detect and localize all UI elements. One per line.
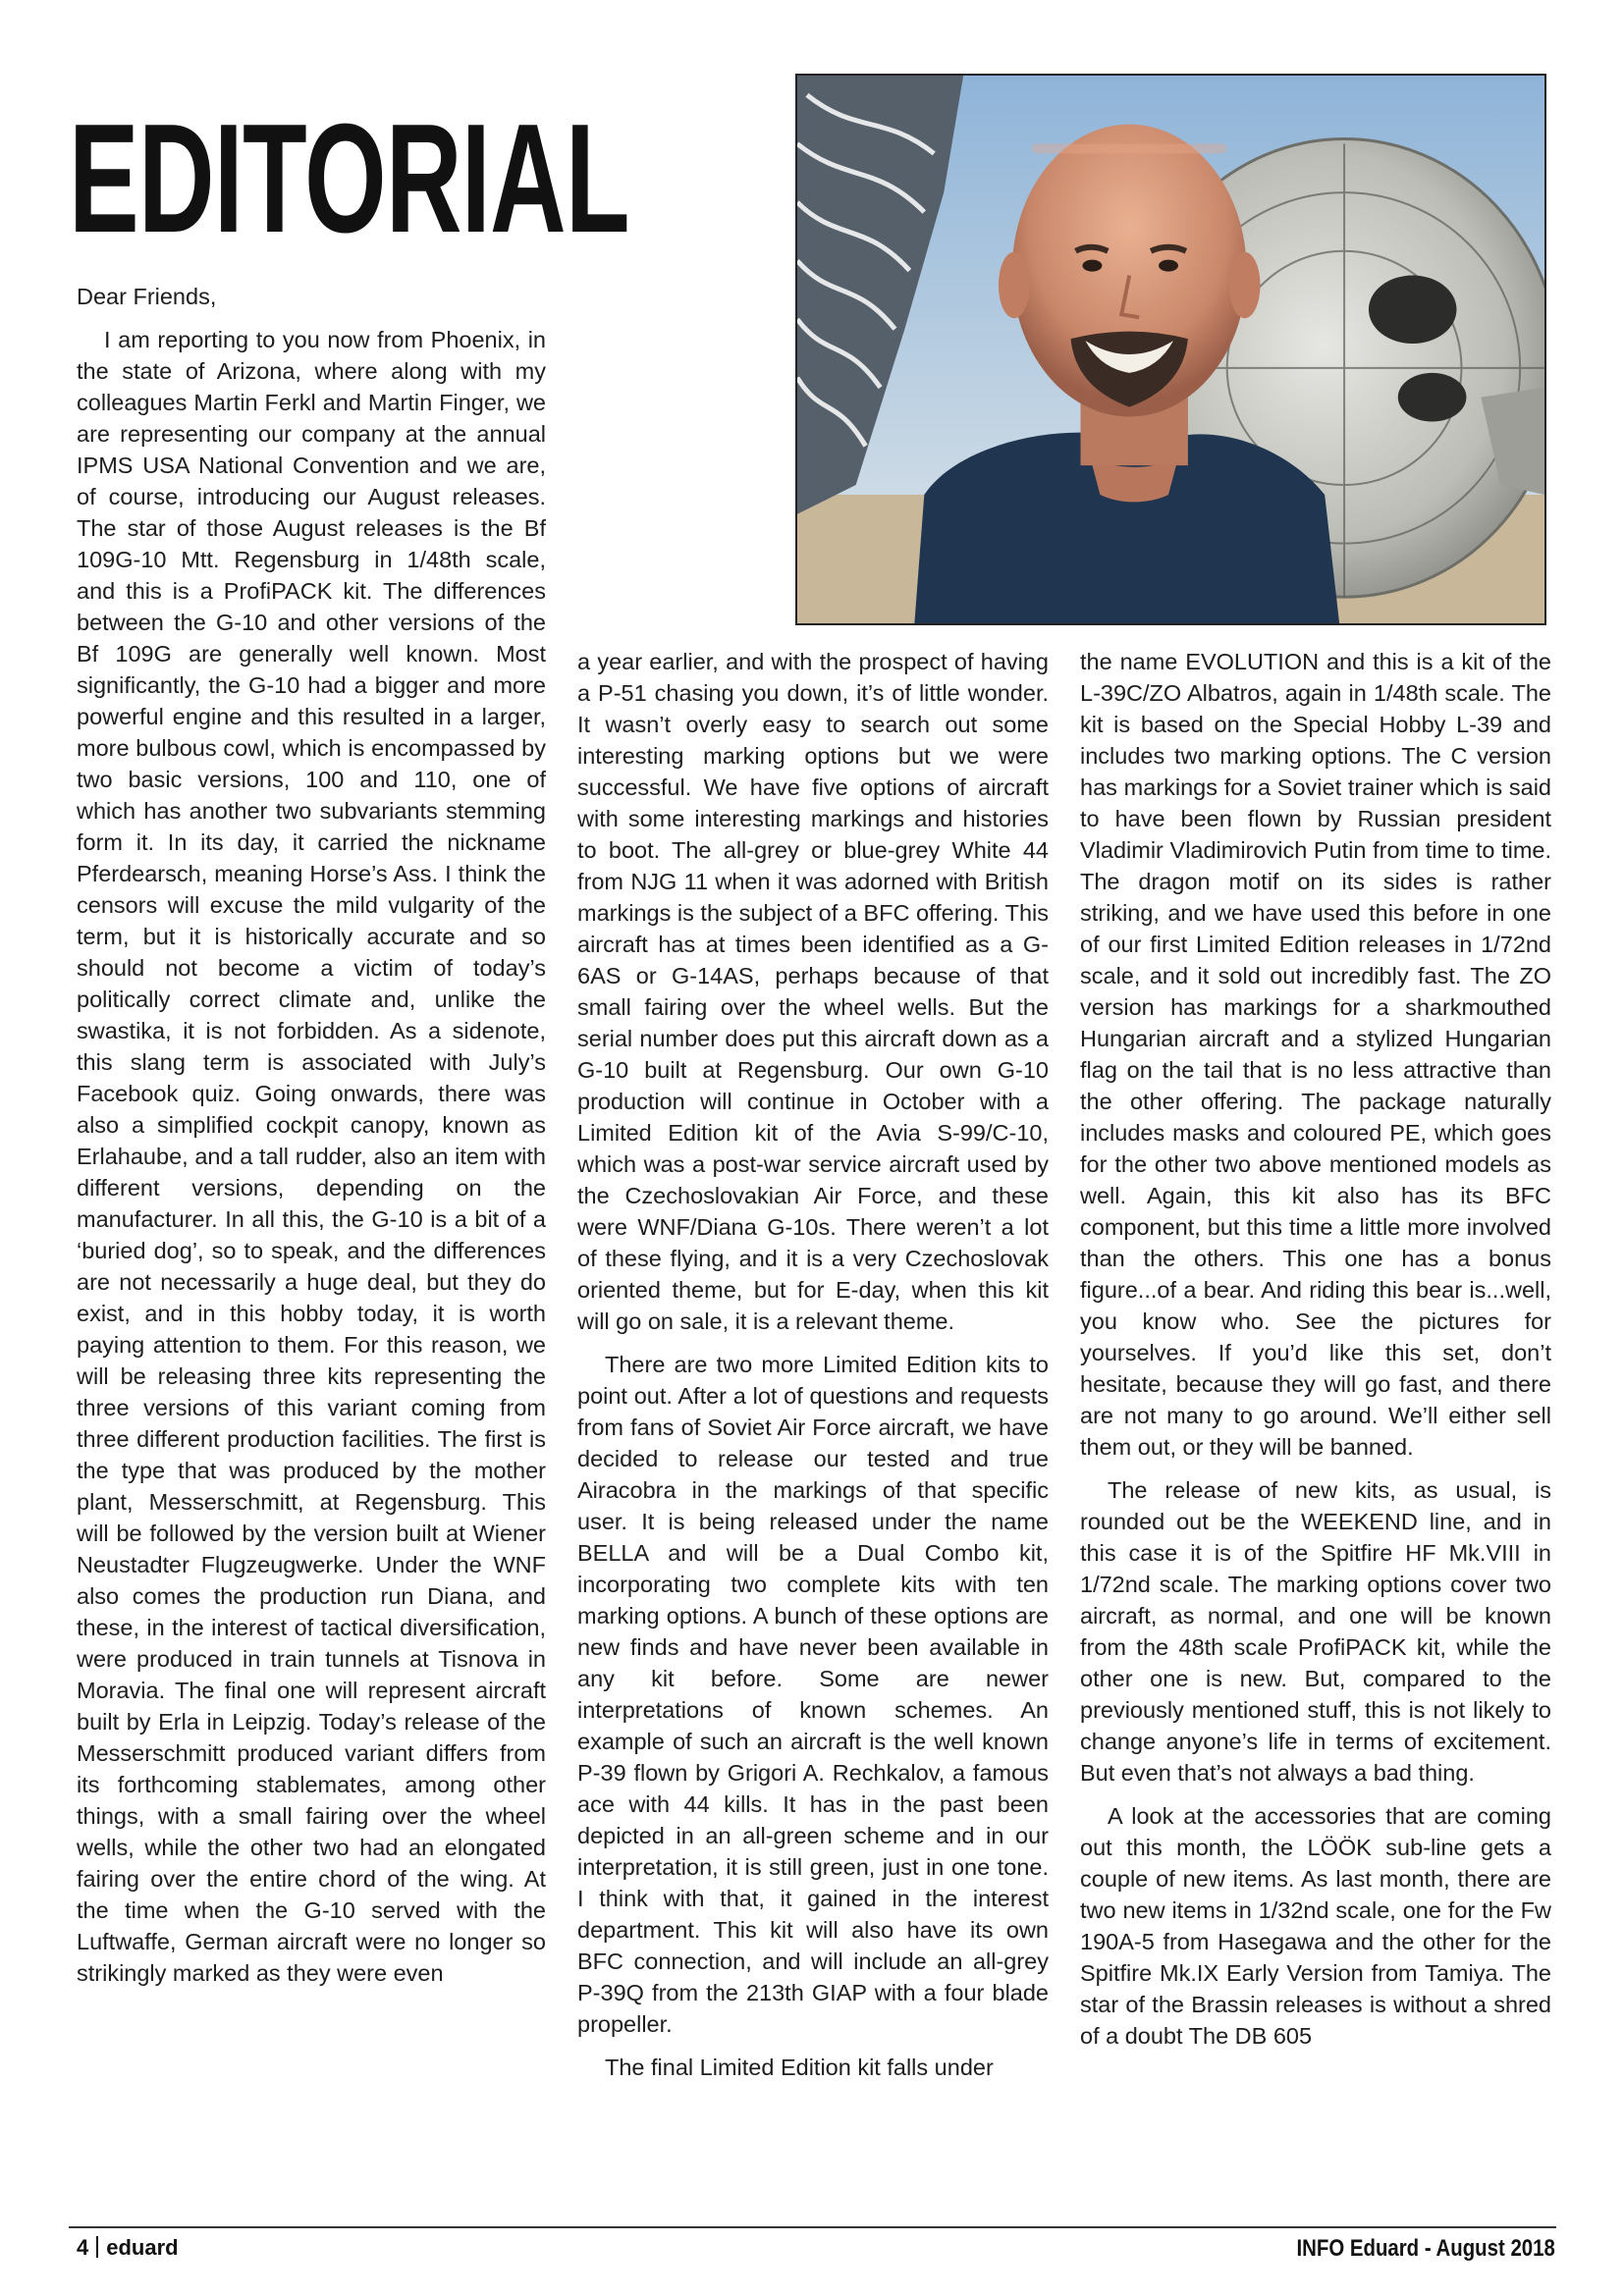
footer-left <box>77 2235 179 2261</box>
article-paragraph: There are two more Limited Edition kits to point out. After a lot of questions and requests from fans of Soviet Air Force aircraft, we have decided to release our tested and true Airacobra in the markings of that specific user. It is being released under the name BELLA and will be a Dual Combo kit, incorporating two complete kits with ten marking options. A bunch of these options are new finds and have never been available in any kit before. Some are newer interpretations of known schemes. An example of such an aircraft is the well known P-39 flown by Grigori A. Rechkalov, a famous ace with 44 kills. It has in the past been depicted in an all-green scheme and in our interpretation, it is still green, just in one tone. I think with that, it gained in the interest department. This kit will also have its own BFC connection, and will include an all-grey P-39Q from the 213th GIAP with a four blade propeller. <box>577 1352 1049 2037</box>
article-column-1 <box>77 281 546 2219</box>
editorial-photo <box>795 74 1546 625</box>
page-title: EDITORIAL <box>69 92 629 265</box>
footer-separator <box>96 2236 98 2258</box>
article-paragraph: A look at the accessories that are coming out this month, the LÖÖK sub-line gets a couple of new items. As last month, there are two new items in 1/32nd scale, one for the Fw 190A-5 from Hasegawa and the other for the Spitfire Mk.IX Early Version from Tamiya. The star of the Brassin releases is without a shred of a doubt The DB 605 <box>1080 1803 1551 2049</box>
footer-rule <box>69 2226 1556 2228</box>
footer-issue: INFO Eduard - August 2018 <box>1296 2235 1555 2262</box>
article-paragraph: The release of new kits, as usual, is rounded out be the WEEKEND line, and in this case it is of the Spitfire HF Mk.VIII in 1/72nd scale. The marking options cover two aircraft, as normal, and one will be known from the 48th scale ProfiPACK kit, while the other one is new. But, compared to the previously mentioned stuff, this is not likely to change anyone’s life in terms of excitement. But even that’s not always a bad thing. <box>1080 1477 1551 1786</box>
article-column-2 <box>577 646 1049 2221</box>
portrait-image <box>797 76 1544 623</box>
footer-brand: eduard <box>106 2235 179 2260</box>
article-paragraph: I am reporting to you now from Phoenix, in the state of Arizona, where along with my colleagues Martin Ferkl and Martin Finger, we are representing our company at the annual IPMS USA National Convention and we are, of course, introducing our August releases. The star of those August releases is the Bf 109G-10 Mtt. Regensburg in 1/48th scale, and this is a ProfiPACK kit. The differences between the G-10 and other versions of the Bf 109G are generally well known. Most significantly, the G-10 had a bigger and more powerful engine and this resulted in a larger, more bulbous cowl, which is encompassed by two basic versions, 100 and 110, one of which has another two subvariants stemming form it. In its day, it carried the nickname Pferdearsch, meaning Horse’s Ass. I think the censors will excuse the mild vulgarity of the term, but it is historically accurate and so should not become a victim of today’s politically correct climate and, unlike the swastika, it is not forbidden. As a sidenote, this slang term is associated with July’s Facebook quiz. Going onwards, there was also a simplified cockpit canopy, known as Erlahaube, and a tall rudder, also an item with different versions, depending on the manufacturer. In all this, the G-10 is a bit of a ‘buried dog’, so to speak, and the differences are not necessarily a huge deal, but they do exist, and in this hobby today, it is worth paying attention to them. For this reason, we will be releasing three kits representing the three versions of this variant coming from three different production facilities. The first is the type that was produced by the mother plant, Messerschmitt, at Regensburg. This will be followed by the version built at Wiener Neustadter Flugzeugwerke. Under the WNF also comes the production run Diana, and these, in the interest of tactical diversification, were produced in train tunnels at Tisnova in Moravia. The final one will represent aircraft built by Erla in Leipzig. Today’s release of the Messerschmitt produced variant differs from its forthcoming stablemates, among other things, with a small fairing over the wheel wells, while the other two had an elongated fairing over the entire chord of the wing. At the time when the G-10 served with the Luftwaffe, German aircraft were no longer so strikingly marked as they were even <box>77 327 546 1986</box>
article-paragraph: a year earlier, and with the prospect of having a P-51 chasing you down, it’s of little wonder. It wasn’t overly easy to search out some interesting marking options but we were successful. We have five options of aircraft with some interesting markings and histories to boot. The all-grey or blue-grey White 44 from NJG 11 when it was adorned with British markings is the subject of a BFC offering. This aircraft has at times been identified as a G-6AS or G-14AS, perhaps because of that small fairing over the wheel wells. But the serial number does put this aircraft down as a G-10 built at Regensburg. Our own G-10 production will continue in October with a Limited Edition kit of the Avia S-99/C-10, which was a post-war service aircraft used by the Czechoslovakian Air Force, and these were WNF/Diana G-10s. There weren’t a lot of these flying, and it is a very Czechoslovak oriented theme, but for E-day, when this kit will go on sale, it is a relevant theme. <box>577 649 1049 1334</box>
salutation: Dear Friends, <box>77 284 217 309</box>
article-paragraph: the name EVOLUTION and this is a kit of the L-39C/ZO Albatros, again in 1/48th scale. The kit is based on the Special Hobby L-39 and includes two marking options. The C version has markings for a Soviet trainer which is said to have been flown by Russian president Vladimir Vladimirovich Putin from time to time. The dragon motif on its sides is rather striking, and we have used this before in one of our first Limited Edition releases in 1/72nd scale, and it sold out incredibly fast. The ZO version has markings for a sharkmouthed Hungarian aircraft and a stylized Hungarian flag on the tail that is no less attractive than the other offering. The package naturally includes masks and coloured PE, which goes for the other two above mentioned models as well. Again, this kit also has its BFC component, but this time a little more involved than the others. This one has a bonus figure...of a bear. And riding this bear is...well, you know who. See the pictures for yourselves. If you’d like this set, don’t hesitate, because they will go fast, and there are not many to go around. We’ll either sell them out, or they will be banned. <box>1080 649 1551 1460</box>
page-number: 4 <box>77 2235 89 2260</box>
article-column-3 <box>1080 646 1551 2221</box>
article-paragraph: The final Limited Edition kit falls under <box>605 2055 994 2080</box>
